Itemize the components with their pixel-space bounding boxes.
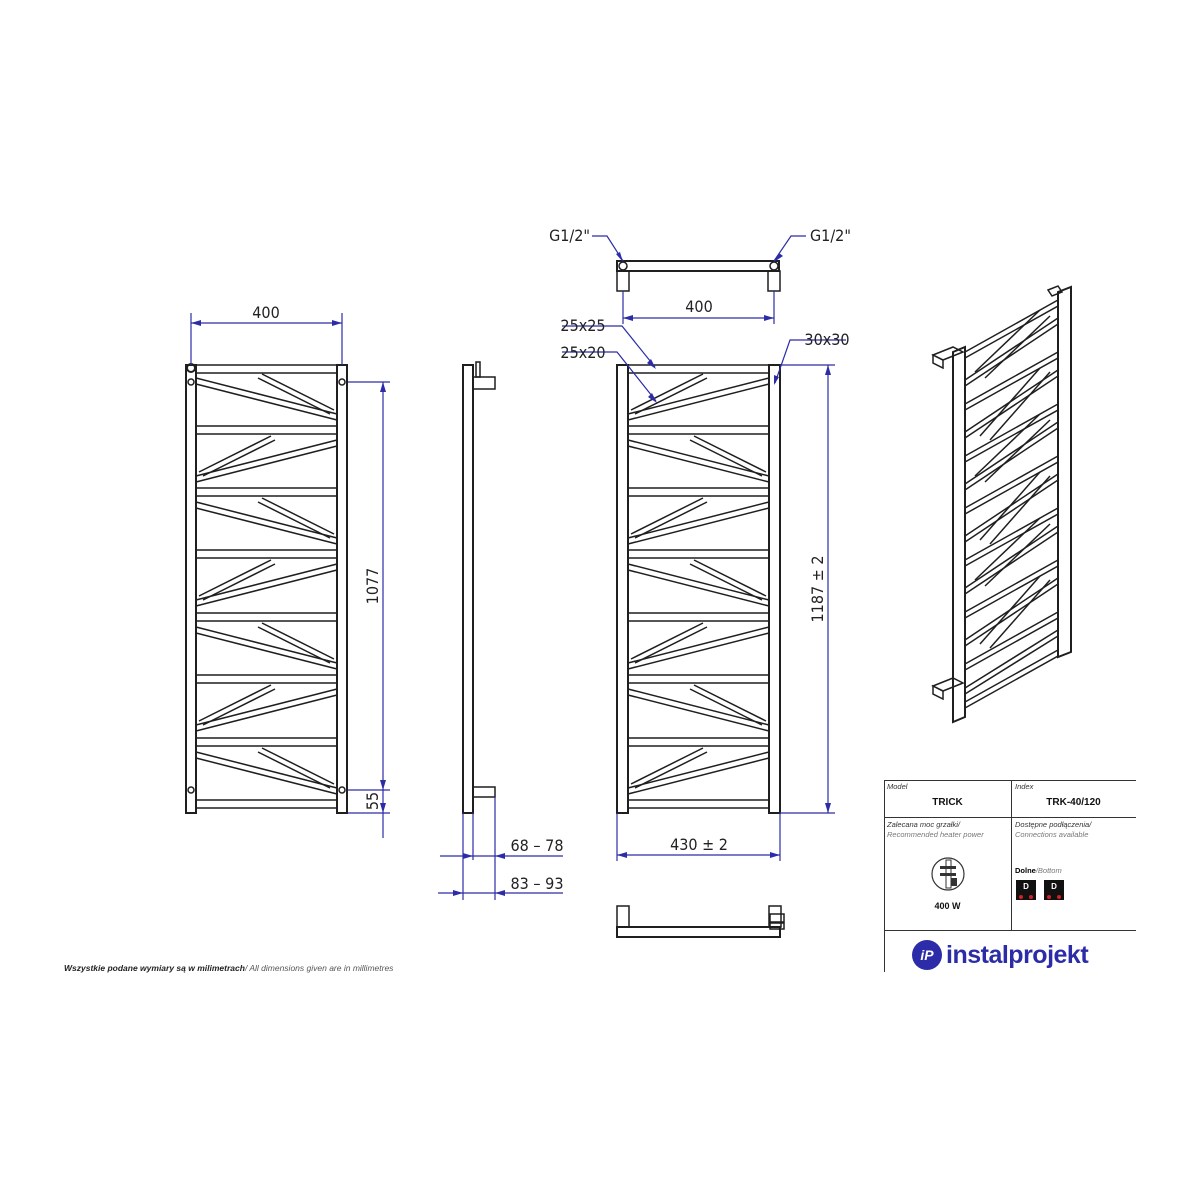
side-valve <box>476 362 480 377</box>
dim-width-total-label: 430 ± 2 <box>670 835 728 854</box>
dim-front-width <box>191 303 342 365</box>
dim-front-bottom-label: 55 <box>363 791 382 811</box>
connection-right-label: G1/2" <box>810 226 851 245</box>
side-bracket-top <box>473 377 495 389</box>
profile-30x30-label: 30x30 <box>804 330 850 349</box>
dim-side-depth-2-label: 83 – 93 <box>510 874 564 893</box>
front2-diagonals <box>628 374 769 794</box>
bottom-view-bar <box>617 927 780 937</box>
dim-front-spacing-label: 1077 <box>363 567 382 605</box>
dim-width-total <box>617 813 780 861</box>
model-value: TRICK <box>932 797 963 808</box>
perspective-view <box>933 286 1071 722</box>
conn-label-en: Connections available <box>1015 830 1089 839</box>
front-left-rail <box>186 365 196 813</box>
persp-front-rail <box>953 347 965 722</box>
persp-diagonals <box>965 310 1058 694</box>
connection-left-label: G1/2" <box>549 226 590 245</box>
connection-bottom-icon: D <box>1044 880 1064 900</box>
conn-type <box>1015 866 1062 875</box>
front-diagonals <box>196 374 337 794</box>
front2-left-rail <box>617 365 628 813</box>
power-label: Zalecana moc grzałki/ <box>887 820 960 829</box>
profile-25x20-label: 25x20 <box>560 343 606 362</box>
persp-back-rail <box>1058 287 1071 657</box>
conn-label: Dostępne podłączenia/ <box>1015 820 1092 829</box>
footer-note-pl: Wszystkie podane wymiary są w milimetrach <box>64 963 245 973</box>
info-box <box>884 780 1136 972</box>
front-view-2 <box>560 316 849 861</box>
dim-top-width-label: 400 <box>685 297 713 316</box>
side-view <box>438 362 563 900</box>
conn-type-en: /Bottom <box>1035 866 1062 875</box>
front-mount-points <box>187 364 345 793</box>
brand-mark-icon: iP <box>912 940 942 970</box>
footer-note <box>64 963 393 973</box>
dim-side-depth <box>438 797 563 900</box>
top-view-bar <box>617 261 779 271</box>
heater-icon <box>930 856 966 892</box>
side-rail <box>463 365 473 813</box>
conn-type-pl: Dolne <box>1015 866 1036 875</box>
dim-height <box>780 365 835 813</box>
dim-front-bottom <box>348 790 390 838</box>
index-value: TRK-40/120 <box>1046 797 1101 808</box>
bottom-view-left-leg <box>617 906 629 927</box>
model-label: Model <box>887 782 908 791</box>
side-bracket-bottom <box>473 787 495 797</box>
dim-connection-left <box>549 226 623 262</box>
front-right-rail <box>337 365 347 813</box>
power-value: 400 W <box>934 901 961 911</box>
dim-side-depth-1-label: 68 – 78 <box>510 836 564 855</box>
brand-name: instalprojekt <box>946 940 1089 969</box>
dim-front-spacing <box>348 382 390 790</box>
top-view-left-leg <box>617 271 629 291</box>
dim-connection-right <box>774 226 851 262</box>
dim-top-width <box>623 291 774 324</box>
power-label-en: Recommended heater power <box>887 830 984 839</box>
connection-bottom-icon: D <box>1016 880 1036 900</box>
footer-note-en: / All dimensions given are in millimetres <box>244 963 394 973</box>
top-view <box>549 226 851 324</box>
bottom-view-right-leg <box>769 906 781 927</box>
dim-front-width-label: 400 <box>252 303 280 322</box>
top-view-right-leg <box>768 271 780 291</box>
brand-logo <box>912 940 1088 970</box>
dim-profile-30x30 <box>774 330 850 385</box>
front-view <box>186 303 390 838</box>
dim-height-label: 1187 ± 2 <box>808 555 827 623</box>
profile-25x25-label: 25x25 <box>560 316 606 335</box>
index-label: Index <box>1015 782 1034 791</box>
front2-right-rail <box>769 365 780 813</box>
bottom-view <box>617 906 784 937</box>
